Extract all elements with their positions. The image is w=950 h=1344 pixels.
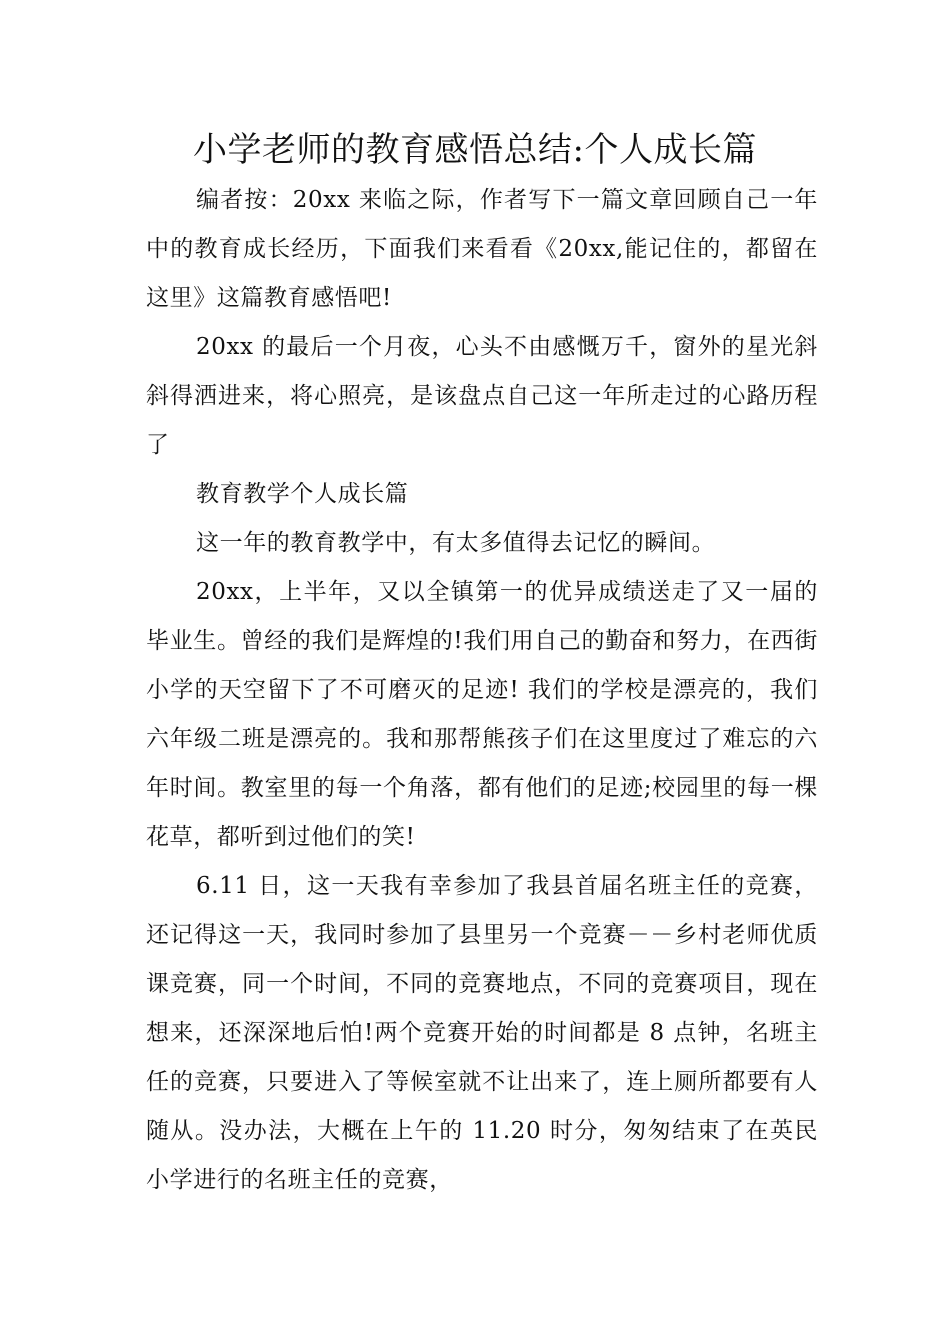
paragraph-section-intro: 这一年的教育教学中，有太多值得去记忆的瞬间。 [196,530,716,556]
paragraph-graduates: 20xx，上半年，又以全镇第一的优异成绩送走了又一届的毕业生。曾经的我们是辉煌的!我们用自己的勤奋和努力，在西街小学的天空留下了不可磨灭的足迹! 我们的学校是漂亮的，我们六年级二班是漂亮的。我和那帮熊孩子们在这里度过了难忘的六年时间。教室里的每一个角落，都有他们的足迹;校园里的每一棵花草，都听到过他们的笑! [146,579,818,850]
paragraph-competition: 6.11 日，这一天我有幸参加了我县首届名班主任的竞赛，还记得这一天，我同时参加了县里另一个竞赛－－乡村老师优质课竞赛，同一个时间，不同的竞赛地点，不同的竞赛项目，现在想来，还深深地后怕!两个竞赛开始的时间都是 8 点钟，名班主任的竞赛，只要进入了等候室就不让出来了，连上厕所都要有人随从。没办法，大概在上午的 11.20 时分，匆匆结束了在英民小学进行的名班主任的竞赛， [146,873,818,1193]
paragraph-intro: 20xx 的最后一个月夜，心头不由感慨万千，窗外的星光斜斜得洒进来，将心照亮，是该盘点自己这一年所走过的心路历程了 [146,334,818,458]
section-heading: 教育教学个人成长篇 [196,481,409,507]
document-title: 小学老师的教育感悟总结:个人成长篇 [193,130,757,170]
paragraph-editor-note: 编者按：20xx 来临之际，作者写下一篇文章回顾自己一年中的教育成长经历，下面我们来看看《20xx,能记住的，都留在这里》这篇教育感悟吧! [146,187,818,311]
document-body [146,176,818,1205]
